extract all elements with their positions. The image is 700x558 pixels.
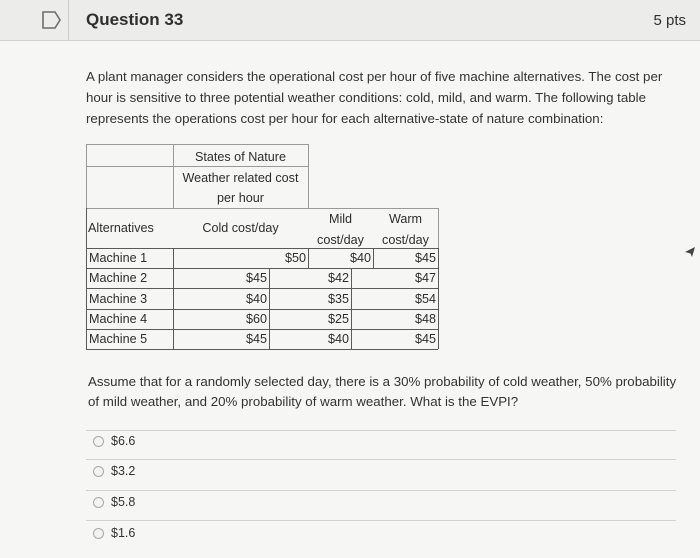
table-line bbox=[438, 248, 439, 349]
option-2-radio[interactable] bbox=[93, 466, 104, 477]
row-machine-2-name: Machine 2 bbox=[89, 271, 148, 285]
option-1-label[interactable]: $6.6 bbox=[111, 434, 136, 448]
row-machine-4-name: Machine 4 bbox=[89, 312, 148, 326]
option-4-label[interactable]: $1.6 bbox=[111, 526, 136, 540]
table-line bbox=[86, 144, 308, 145]
header-mild-1: Mild bbox=[328, 212, 353, 226]
header-divider bbox=[68, 0, 69, 40]
question-followup: Assume that for a randomly selected day, there is a 30% probability of cold weather, 50% probability of mild weather, and 20% probability of warm weather. What is the EVPI? bbox=[88, 374, 677, 409]
option-3-radio[interactable] bbox=[93, 497, 104, 508]
row-machine-5-mild: $40 bbox=[327, 332, 349, 346]
row-machine-3-cold: $40 bbox=[245, 292, 267, 306]
row-machine-1-cold: $50 bbox=[284, 251, 306, 265]
option-3-label[interactable]: $5.8 bbox=[111, 495, 136, 509]
row-machine-5-name: Machine 5 bbox=[89, 332, 148, 346]
option-2-label[interactable]: $3.2 bbox=[111, 464, 136, 478]
option-divider bbox=[86, 520, 676, 521]
table-line bbox=[438, 208, 439, 248]
table-line bbox=[86, 208, 87, 349]
option-divider bbox=[86, 490, 676, 491]
row-machine-4-mild: $25 bbox=[327, 312, 349, 326]
question-title: Question 33 bbox=[86, 10, 184, 29]
option-divider bbox=[86, 459, 676, 460]
header-per-hour: per hour bbox=[217, 191, 264, 205]
row-machine-4-warm: $48 bbox=[414, 312, 436, 326]
row-machine-2-cold: $45 bbox=[245, 271, 267, 285]
option-divider bbox=[86, 430, 676, 431]
table-line bbox=[86, 144, 87, 208]
header-states-of-nature: States of Nature bbox=[194, 150, 286, 164]
mouse-cursor-icon bbox=[684, 246, 696, 258]
header-warm-1: Warm bbox=[388, 212, 423, 226]
table-line bbox=[86, 288, 438, 289]
row-machine-3-name: Machine 3 bbox=[89, 292, 148, 306]
option-1-radio[interactable] bbox=[93, 436, 104, 447]
table-line bbox=[86, 208, 438, 209]
row-machine-3-mild: $35 bbox=[327, 292, 349, 306]
row-machine-1-warm: $45 bbox=[414, 251, 436, 265]
row-machine-4-cold: $60 bbox=[245, 312, 267, 326]
table-line bbox=[308, 144, 309, 208]
table-line bbox=[86, 349, 438, 350]
table-line bbox=[86, 166, 308, 167]
question-prompt: A plant manager considers the operational cost per hour of five machine alternatives. The cost per hour is sensitive to three potential weather conditions: cold, mild, and warm. The following table represents the operations cost per hour for each alternative-state of nature combination: bbox=[86, 69, 663, 126]
header-mild-2: cost/day bbox=[317, 233, 364, 247]
header-cold: Cold cost/day bbox=[202, 221, 279, 235]
question-points: 5 pts bbox=[653, 12, 686, 29]
question-header bbox=[0, 0, 700, 41]
row-machine-1-name: Machine 1 bbox=[89, 251, 148, 265]
header-warm-2: cost/day bbox=[382, 233, 429, 247]
option-4-radio[interactable] bbox=[93, 528, 104, 539]
row-machine-5-cold: $45 bbox=[245, 332, 267, 346]
header-weather-cost: Weather related cost bbox=[182, 171, 299, 185]
header-alternatives: Alternatives bbox=[88, 221, 154, 235]
row-machine-1-mild: $40 bbox=[349, 251, 371, 265]
row-machine-5-warm: $45 bbox=[414, 332, 436, 346]
flag-question-icon[interactable] bbox=[40, 10, 62, 30]
row-machine-2-warm: $47 bbox=[414, 271, 436, 285]
row-machine-2-mild: $42 bbox=[327, 271, 349, 285]
row-machine-3-warm: $54 bbox=[414, 292, 436, 306]
